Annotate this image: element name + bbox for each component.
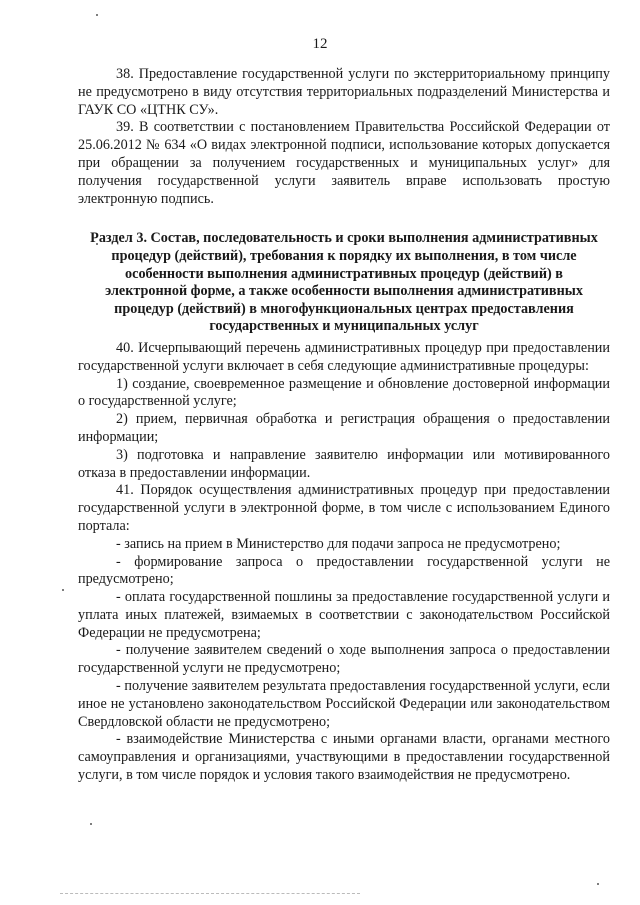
list-item-1: 1) создание, своевременное размещение и обновление достоверной информации о государственной услуге; <box>78 375 610 410</box>
scan-speck <box>90 823 92 825</box>
list-item-3: 3) подготовка и направление заявителю информации или мотивированного отказа в предоставлении информации. <box>78 446 610 481</box>
bullet-payment: - оплата государственной пошлины за предоставление государственной услуги и уплата иных платежей, взимаемых в соответствии с законодательством Российской Федерации не предусмотрена; <box>78 589 610 641</box>
paragraph-41: 41. Порядок осуществления административных процедур при предоставлении государственной услуги в электронной форме, в том числе с использованием Единого портала: <box>78 482 610 534</box>
section-heading: Раздел 3. Состав, последовательность и сроки выполнения административных процедур (действий), требования к порядку их выполнения, в том числе особенности выполнения административных процедур (действий) в электронной форме, а также особенности выполнения административных процедур (действий) в многофункциональных центрах предоставления государственных и муниципальных услуг <box>90 230 598 335</box>
scan-speck <box>597 883 599 885</box>
paragraph-38: 38. Предоставление государственной услуги по экстерриториальному принципу не предусмотрено в виду отсутствия территориальных подразделений Министерства и ГАУК СО «ЦТНК СУ». <box>78 66 610 118</box>
bullet-interaction: - взаимодействие Министерства с иными органами власти, органами местного самоуправления и организациями, участвующими в предоставлении государственной услуги, в том числе порядок и условия такого взаимодействия не предусмотрено. <box>78 731 610 784</box>
paragraph-39: 39. В соответствии с постановлением Правительства Российской Федерации от 25.06.2012 № 634 «О видах электронной подписи, использование которых допускается при обращении за получением государственных и муниципальных услуг» для получения государственной услуги заявитель вправе использовать простую электронную подпись. <box>78 119 610 207</box>
bullet-progress-info: - получение заявителем сведений о ходе выполнения запроса о предоставлении государственной услуги не предусмотрено; <box>78 642 610 677</box>
scan-bottom-edge <box>60 893 360 895</box>
list-item-2: 2) прием, первичная обработка и регистрация обращения о предоставлении информации; <box>78 411 610 445</box>
bullet-result: - получение заявителем результата предоставления государственной услуги, если иное не установлено законодательством Российской Федерации или законодательством Свердловской области не предусмотрено; <box>78 678 610 730</box>
scan-speck <box>96 14 98 16</box>
bullet-appointment: - запись на прием в Министерство для подачи запроса не предусмотрено; <box>116 535 561 552</box>
document-body <box>78 66 610 785</box>
page-number: 12 <box>312 36 328 52</box>
scan-speck <box>62 589 64 591</box>
bullet-request-forming: - формирование запроса о предоставлении государственной услуги не предусмотрено; <box>78 553 610 588</box>
paragraph-40: 40. Исчерпывающий перечень административных процедур при предоставлении государственной услуги включает в себя следующие административные процедуры: <box>78 339 610 374</box>
